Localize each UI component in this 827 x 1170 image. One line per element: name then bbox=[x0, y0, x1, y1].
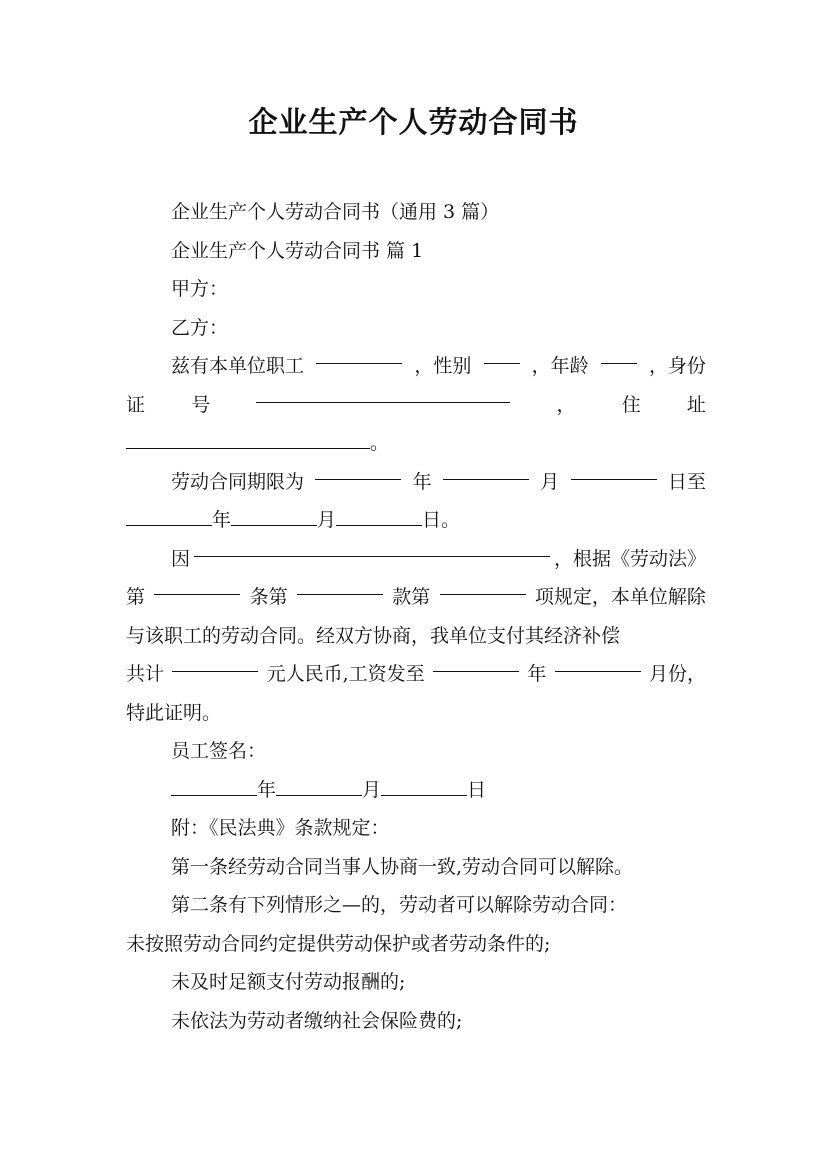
reason-blank[interactable] bbox=[194, 540, 550, 557]
day-end-text: 日。 bbox=[422, 509, 461, 531]
clause-blank[interactable] bbox=[297, 578, 383, 595]
address-label-b: 址 bbox=[686, 393, 706, 416]
year-text: 年 bbox=[412, 470, 432, 493]
amount-blank[interactable] bbox=[172, 655, 258, 672]
age-text: ，年龄 bbox=[531, 355, 589, 377]
start-month-blank[interactable] bbox=[443, 463, 529, 480]
day-text: 日 bbox=[467, 778, 487, 801]
id-label-a: 证 bbox=[126, 393, 146, 416]
id-address-line bbox=[126, 386, 706, 425]
compensation-line: 与该职工的劳动合同。经双方协商，我单位支付其经济补偿 bbox=[126, 624, 621, 647]
reason-line bbox=[126, 540, 706, 579]
address-blank[interactable] bbox=[126, 432, 370, 449]
tiao-text: 条第 bbox=[249, 586, 288, 608]
sign-year-blank[interactable] bbox=[171, 778, 257, 795]
total-text: 共计 bbox=[126, 663, 165, 685]
year-text: 年 bbox=[527, 663, 547, 685]
start-day-blank[interactable] bbox=[571, 463, 657, 480]
item-blank[interactable] bbox=[440, 578, 526, 595]
wage-month-blank[interactable] bbox=[555, 655, 641, 672]
employee-name-blank[interactable] bbox=[316, 347, 402, 364]
di-text: 第 bbox=[126, 586, 146, 608]
document-body bbox=[126, 193, 706, 1040]
address-label-a: 住 bbox=[621, 393, 641, 416]
wage-year-blank[interactable] bbox=[433, 655, 519, 672]
contract-end-line bbox=[126, 501, 706, 540]
amount-line bbox=[126, 655, 706, 694]
article-blank[interactable] bbox=[154, 578, 240, 595]
section-heading: 企业生产个人劳动合同书 篇 1 bbox=[171, 239, 424, 262]
employee-info-line bbox=[126, 347, 706, 386]
article-2-item-1: 未及时足额支付劳动报酬的; bbox=[171, 971, 406, 993]
gender-text: ，性别 bbox=[414, 355, 472, 377]
day-to-text: 日至 bbox=[667, 470, 706, 493]
contract-period-line bbox=[126, 463, 706, 502]
sign-day-blank[interactable] bbox=[381, 778, 467, 795]
end-month-blank[interactable] bbox=[231, 509, 317, 526]
article-2-line2: 未按照劳动合同约定提供劳动保护或者劳动条件的; bbox=[126, 932, 551, 955]
month-text: 月 bbox=[317, 509, 337, 531]
month-end-text: 月份， bbox=[648, 663, 706, 685]
start-year-blank[interactable] bbox=[315, 463, 401, 480]
party-a-label: 甲方： bbox=[171, 278, 229, 300]
month-text: 月 bbox=[540, 470, 560, 493]
article-2: 第二条有下列情形之—的，劳动者可以解除劳动合同： bbox=[171, 894, 628, 916]
sign-month-blank[interactable] bbox=[276, 778, 362, 795]
xiang-text: 项规定，本单位解除 bbox=[534, 586, 706, 608]
article-1: 第一条经劳动合同当事人协商一致,劳动合同可以解除。 bbox=[171, 855, 634, 878]
address-line bbox=[126, 424, 706, 463]
signature-date-line bbox=[126, 771, 706, 810]
article-ref-line bbox=[126, 578, 706, 617]
document-title: 企业生产个人劳动合同书 bbox=[248, 105, 579, 139]
per-law-text: ，根据《劳动法》 bbox=[553, 547, 706, 570]
period-text: 劳动合同期限为 bbox=[171, 470, 305, 493]
year-text: 年 bbox=[212, 509, 232, 531]
employee-text: 兹有本单位职工 bbox=[171, 355, 305, 377]
yuan-text: 元人民币,工资发至 bbox=[266, 663, 425, 685]
period: 。 bbox=[370, 432, 390, 454]
id-label-b: 号 bbox=[191, 393, 211, 416]
id-number-blank[interactable] bbox=[256, 386, 510, 403]
age-blank[interactable] bbox=[601, 347, 637, 364]
appendix-heading: 附：《民法典》条款规定： bbox=[171, 817, 390, 839]
year-text: 年 bbox=[257, 778, 277, 801]
certify-line: 特此证明。 bbox=[126, 701, 222, 724]
gender-blank[interactable] bbox=[484, 347, 520, 364]
subtitle: 企业生产个人劳动合同书（通用 3 篇） bbox=[171, 201, 500, 223]
end-day-blank[interactable] bbox=[336, 509, 422, 526]
month-text: 月 bbox=[362, 778, 382, 801]
party-b-label: 乙方： bbox=[171, 316, 229, 339]
article-2-item-2: 未依法为劳动者缴纳社会保险费的; bbox=[171, 1009, 463, 1032]
kuan-text: 款第 bbox=[392, 586, 431, 608]
id-text: ，身份 bbox=[648, 355, 706, 377]
signature-label: 员工签名： bbox=[171, 740, 267, 762]
comma: ， bbox=[556, 393, 576, 416]
end-year-blank[interactable] bbox=[126, 509, 212, 526]
because-text: 因 bbox=[171, 547, 191, 570]
